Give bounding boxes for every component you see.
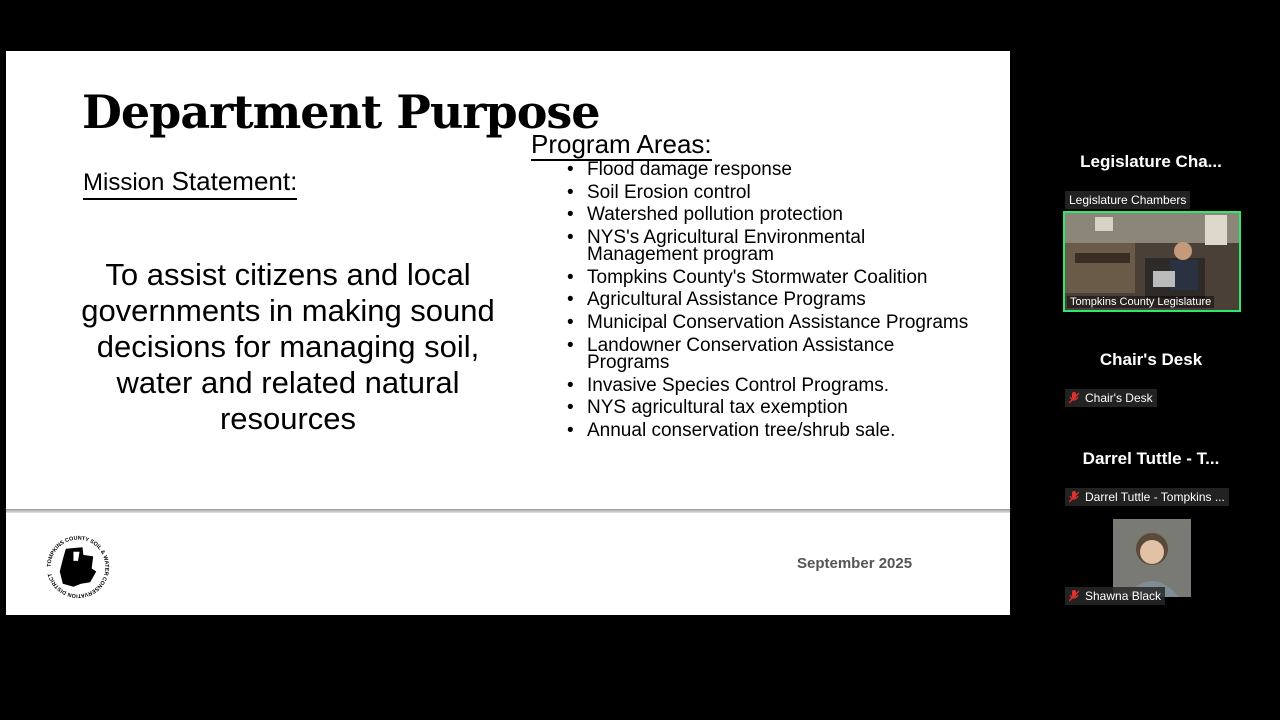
- muted-mic-icon: [1069, 491, 1079, 503]
- program-item: • NYS's Agricultural Environmental Management program: [567, 229, 977, 263]
- program-areas-heading: Program Areas:: [531, 129, 712, 159]
- mission-statement-heading: [83, 166, 297, 200]
- program-item: • Municipal Conservation Assistance Programs: [567, 314, 977, 331]
- program-item: • Landowner Conservation Assistance Programs: [567, 337, 977, 371]
- svg-text:TOMPKINS COUNTY SOIL & WATER C: TOMPKINS COUNTY SOIL & WATER CONSERVATION DISTRICT: [46, 535, 110, 599]
- presentation-date: September 2025: [797, 555, 913, 572]
- participant-label: Darrel Tuttle - Tompkins ...: [1065, 488, 1229, 506]
- program-item: • Soil Erosion control: [567, 184, 977, 201]
- program-item: • Agricultural Assistance Programs: [567, 291, 977, 308]
- participant-label: Shawna Black: [1065, 587, 1165, 605]
- mission-text: To assist citizens and local governments in making sound decisions for managing soil, water and related natural resources: [81, 257, 495, 436]
- program-item: • Watershed pollution protection: [567, 206, 977, 223]
- presentation-slide: [6, 51, 1010, 615]
- program-item: • Invasive Species Control Programs.: [567, 377, 977, 394]
- statement-word: Statement:: [171, 166, 298, 196]
- mission-word: Mission: [83, 169, 165, 196]
- program-item: • Tompkins County's Stormwater Coalition: [567, 269, 977, 286]
- participant-label: Chair's Desk: [1065, 389, 1157, 407]
- program-item: • NYS agricultural tax exemption: [567, 399, 977, 416]
- program-item: • Flood damage response: [567, 161, 977, 178]
- program-areas-list: [567, 161, 977, 445]
- participant-label: Legislature Chambers: [1065, 191, 1190, 209]
- avatar-photo: [1113, 519, 1191, 597]
- participant-group-title: Darrel Tuttle - T...: [1082, 449, 1220, 468]
- video-tile-label: Tompkins County Legislature: [1067, 296, 1214, 308]
- slide-title: Department Purpose: [82, 85, 600, 139]
- participant-group-title: Legislature Cha...: [1080, 152, 1222, 171]
- conservation-district-logo: [40, 529, 116, 605]
- program-item: • Annual conservation tree/shrub sale.: [567, 422, 977, 439]
- participant-group-title: Chair's Desk: [1099, 350, 1203, 369]
- footer-divider: [6, 509, 1010, 513]
- muted-mic-icon: [1069, 590, 1079, 602]
- muted-mic-icon: [1069, 392, 1079, 404]
- participants-panel: [1040, 51, 1270, 631]
- participant-avatar[interactable]: [1113, 519, 1191, 597]
- participant-video-tile[interactable]: [1063, 211, 1241, 312]
